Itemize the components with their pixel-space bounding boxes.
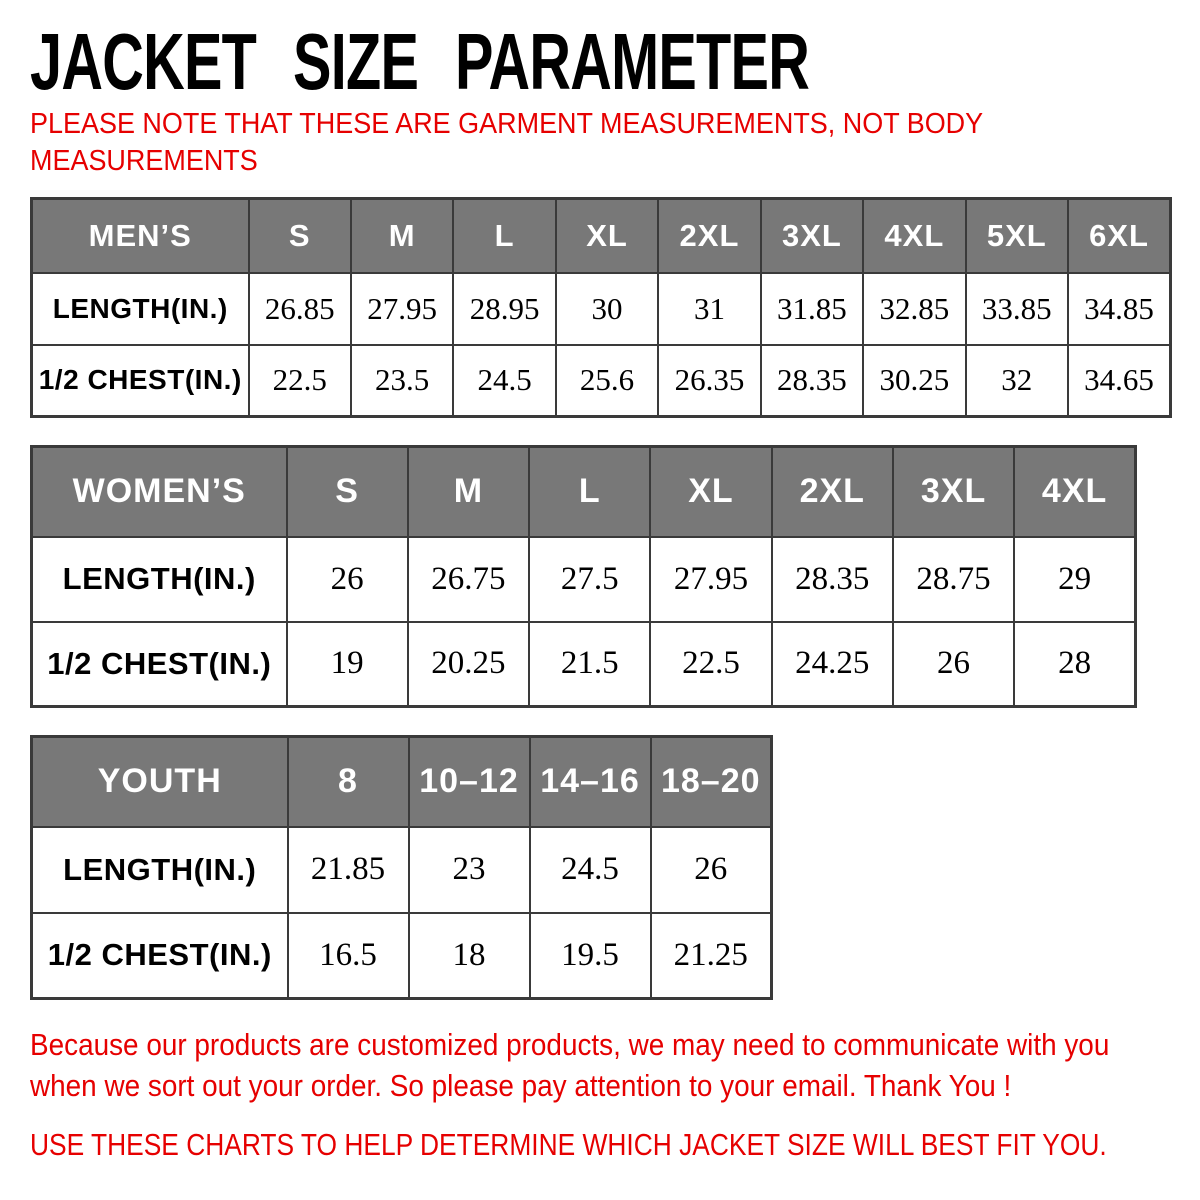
measurement-value-cell: 27.95 xyxy=(650,537,771,622)
youth-chest-row xyxy=(32,913,772,999)
mens-chest-row xyxy=(32,345,1171,417)
mens-size-header: 5XL xyxy=(966,199,1068,273)
youth-size-header: 14–16 xyxy=(530,737,651,827)
mens-size-header: S xyxy=(249,199,351,273)
measurement-value-cell: 26.35 xyxy=(658,345,760,417)
measurement-value-cell: 22.5 xyxy=(650,622,771,707)
measurement-value-cell: 28.35 xyxy=(772,537,893,622)
mens-table-title-cell: MEN’S xyxy=(32,199,249,273)
youth-size-header: 8 xyxy=(288,737,409,827)
womens-chest-row xyxy=(32,622,1136,707)
measurement-value-cell: 33.85 xyxy=(966,273,1068,345)
measurement-value-cell: 29 xyxy=(1014,537,1135,622)
womens-header-row xyxy=(32,447,1136,537)
measurement-value-cell: 26 xyxy=(893,622,1014,707)
mens-header-row xyxy=(32,199,1171,273)
mens-size-header: M xyxy=(351,199,453,273)
measurement-value-cell: 30 xyxy=(556,273,658,345)
youth-size-header: 10–12 xyxy=(409,737,530,827)
row-label-cell: 1/2 CHEST(IN.) xyxy=(32,345,249,417)
womens-size-header: XL xyxy=(650,447,771,537)
measurement-value-cell: 26.85 xyxy=(249,273,351,345)
mens-size-header: 2XL xyxy=(658,199,760,273)
garment-measurement-note xyxy=(30,106,983,180)
measurement-value-cell: 31.85 xyxy=(761,273,863,345)
page-title: JACKET SIZE PARAMETER xyxy=(30,17,810,106)
womens-size-header: 2XL xyxy=(772,447,893,537)
measurement-value-cell: 24.5 xyxy=(530,827,651,913)
womens-size-header: S xyxy=(287,447,408,537)
mens-size-table xyxy=(30,197,1172,418)
garment-measurement-note-line1: PLEASE NOTE THAT THESE ARE GARMENT MEASUREMENTS, NOT BODY xyxy=(30,108,984,140)
youth-size-header: 18–20 xyxy=(651,737,772,827)
row-label-cell: LENGTH(IN.) xyxy=(32,273,249,345)
measurement-value-cell: 23 xyxy=(409,827,530,913)
measurement-value-cell: 28.75 xyxy=(893,537,1014,622)
womens-size-header: M xyxy=(408,447,529,537)
measurement-value-cell: 34.85 xyxy=(1068,273,1171,345)
measurement-value-cell: 25.6 xyxy=(556,345,658,417)
youth-length-row xyxy=(32,827,772,913)
measurement-value-cell: 27.5 xyxy=(529,537,650,622)
measurement-value-cell: 26 xyxy=(287,537,408,622)
youth-table-title-cell: YOUTH xyxy=(32,737,288,827)
measurement-value-cell: 21.5 xyxy=(529,622,650,707)
womens-size-header: L xyxy=(529,447,650,537)
row-label-cell: LENGTH(IN.) xyxy=(32,827,288,913)
customization-note xyxy=(30,1024,1109,1106)
mens-size-header: 6XL xyxy=(1068,199,1171,273)
womens-table-title-cell: WOMEN’S xyxy=(32,447,287,537)
womens-size-header: 3XL xyxy=(893,447,1014,537)
measurement-value-cell: 22.5 xyxy=(249,345,351,417)
measurement-value-cell: 32.85 xyxy=(863,273,965,345)
measurement-value-cell: 28.35 xyxy=(761,345,863,417)
womens-size-table xyxy=(30,445,1137,708)
measurement-value-cell: 26 xyxy=(651,827,772,913)
measurement-value-cell: 20.25 xyxy=(408,622,529,707)
measurement-value-cell: 19 xyxy=(287,622,408,707)
customization-note-line1: Because our products are customized products, we may need to communicate with you xyxy=(30,1027,1110,1062)
mens-size-header: 3XL xyxy=(761,199,863,273)
measurement-value-cell: 26.75 xyxy=(408,537,529,622)
measurement-value-cell: 24.5 xyxy=(453,345,555,417)
measurement-value-cell: 19.5 xyxy=(530,913,651,999)
measurement-value-cell: 32 xyxy=(966,345,1068,417)
measurement-value-cell: 34.65 xyxy=(1068,345,1171,417)
measurement-value-cell: 18 xyxy=(409,913,530,999)
chart-usage-advice: USE THESE CHARTS TO HELP DETERMINE WHICH JACKET SIZE WILL BEST FIT YOU. xyxy=(30,1127,1107,1162)
measurement-value-cell: 23.5 xyxy=(351,345,453,417)
measurement-value-cell: 28 xyxy=(1014,622,1135,707)
garment-measurement-note-line2: MEASUREMENTS xyxy=(30,145,258,177)
measurement-value-cell: 16.5 xyxy=(288,913,409,999)
customization-note-line2: when we sort out your order. So please pay attention to your email. Thank You ! xyxy=(30,1068,1012,1103)
measurement-value-cell: 31 xyxy=(658,273,760,345)
row-label-cell: 1/2 CHEST(IN.) xyxy=(32,913,288,999)
mens-size-header: XL xyxy=(556,199,658,273)
youth-header-row xyxy=(32,737,772,827)
measurement-value-cell: 30.25 xyxy=(863,345,965,417)
youth-size-table xyxy=(30,735,773,1000)
measurement-value-cell: 27.95 xyxy=(351,273,453,345)
mens-length-row xyxy=(32,273,1171,345)
mens-size-header: L xyxy=(453,199,555,273)
measurement-value-cell: 21.25 xyxy=(651,913,772,999)
row-label-cell: 1/2 CHEST(IN.) xyxy=(32,622,287,707)
measurement-value-cell: 24.25 xyxy=(772,622,893,707)
measurement-value-cell: 21.85 xyxy=(288,827,409,913)
mens-size-header: 4XL xyxy=(863,199,965,273)
womens-length-row xyxy=(32,537,1136,622)
row-label-cell: LENGTH(IN.) xyxy=(32,537,287,622)
womens-size-header: 4XL xyxy=(1014,447,1135,537)
measurement-value-cell: 28.95 xyxy=(453,273,555,345)
